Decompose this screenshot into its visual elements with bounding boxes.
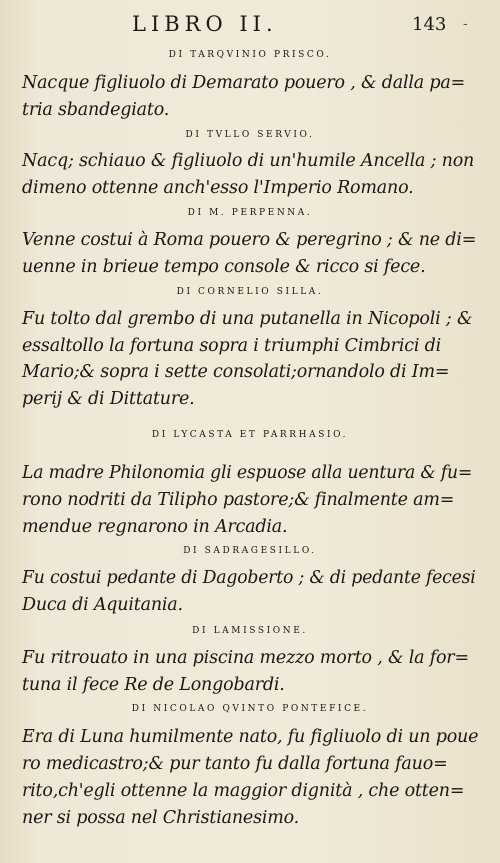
entry-text-line: mendue regnarono in Arcadia. (22, 517, 288, 537)
entry-text-line: tuna il fece Re de Longobardi. (22, 675, 285, 695)
entry-heading: DI LAMISSIONE. (192, 626, 308, 636)
entry-text-line: essaltollo la fortuna sopra i triumphi Cimbrici di (22, 336, 441, 356)
entry-heading: DI NICOLAO QVINTO PONTEFICE. (131, 704, 369, 714)
entry-text-line: Mario;& sopra i sette consolati;ornandolo di Im= (22, 362, 450, 382)
running-head (0, 12, 500, 42)
entry-text-line: La madre Philonomia gli espuose alla uentura & fu= (22, 463, 473, 483)
entry-text-line: dimeno ottenne anch'esso l'Imperio Romano. (22, 178, 414, 198)
entry-text-line: perij & di Dittature. (22, 389, 195, 409)
entry-heading: DI LYCASTA ET PARRHASIO. (151, 430, 349, 440)
entry-text-line: Fu tolto dal grembo di una putanella in Nicopoli ; & (22, 309, 473, 329)
entry-text-line: rito,ch'egli ottenne la maggior dignità , che otten= (22, 781, 465, 801)
page-number: 143 (412, 14, 447, 35)
entry-text-line: rono nodriti da Tilipho pastore;& finalmente am= (22, 490, 455, 510)
entry-text-line: Duca di Aquitania. (22, 595, 183, 615)
entry-text-line: Nacque figliuolo di Demarato pouero , & dalla pa= (22, 73, 466, 93)
entry-text-line: uenne in brieue tempo console & ricco si fece. (22, 257, 426, 277)
entry-text-line: ner si possa nel Christianesimo. (22, 808, 300, 828)
entry-text-line: Era di Luna humilmente nato, fu figliuolo di un poue (22, 727, 479, 747)
entry-text-line: ro medicastro;& pur tanto fu dalla fortuna fauo= (22, 754, 448, 774)
entry-text-line: Nacq; schiauo & figliuolo di un'humile Ancella ; non (22, 151, 475, 171)
entry-heading: DI TVLLO SERVIO. (185, 130, 315, 140)
entry-heading: DI CORNELIO SILLA. (176, 287, 324, 297)
entry-text-line: Fu ritrouato in una piscina mezzo morto , & la for= (22, 648, 469, 668)
entry-heading: DI M. PERPENNA. (187, 208, 313, 218)
running-head-title: LIBRO II. (132, 12, 278, 36)
entry-text-line: Fu costui pedante di Dagoberto ; & di pedante fecesi (22, 568, 476, 588)
entry-heading: DI TARQVINIO PRISCO. (168, 50, 332, 60)
entry-text-line: tria sbandegiato. (22, 100, 170, 120)
entry-heading: DI SADRAGESILLO. (183, 546, 317, 556)
margin-mark: - (463, 16, 468, 32)
entry-text-line: Venne costui à Roma pouero & peregrino ; & ne di= (22, 230, 477, 250)
